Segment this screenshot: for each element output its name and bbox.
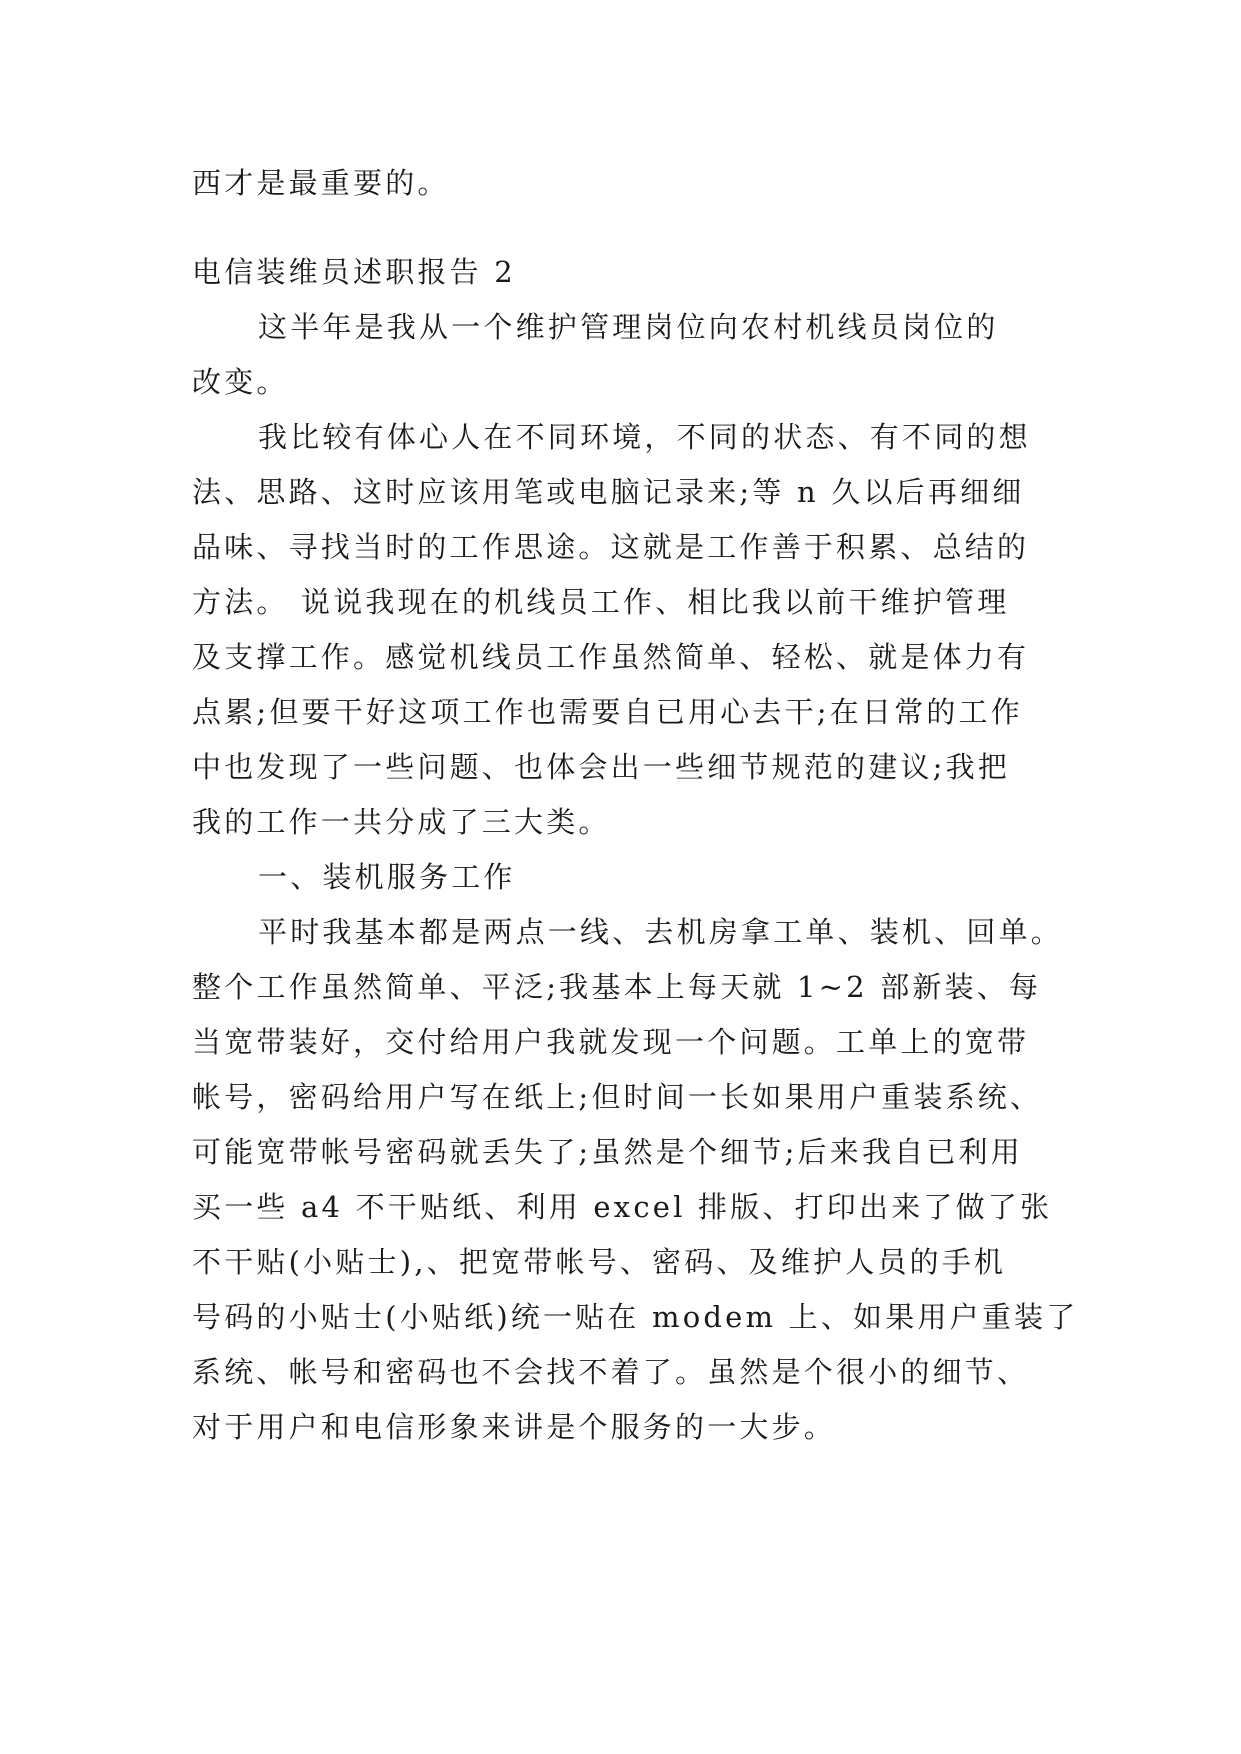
text-line: 可能宽带帐号密码就丢失了;虽然是个细节;后来我自已利用 [192,1135,1023,1169]
text-line: 及支撑工作。感觉机线员工作虽然简单、轻松、就是体力有 [192,640,1030,674]
text-line: 我比较有体心人在不同环境，不同的状态、有不同的想 [258,420,1031,454]
text-line: 对于用户和电信形象来讲是个服务的一大步。 [192,1410,837,1444]
text-line: 法、思路、这时应该用笔或电脑记录来;等 n 久以后再细细 [192,475,1025,509]
text-line: 改变。 [192,365,289,399]
text-line: 整个工作虽然简单、平泛;我基本上每天就 1~2 部新装、每 [192,970,1042,1004]
text-line: 系统、帐号和密码也不会找不着了。虽然是个很小的细节、 [192,1355,1030,1389]
text-line: 不干贴(小贴士),、把宽带帐号、密码、及维护人员的手机 [192,1245,1007,1279]
text-line: 帐号，密码给用户写在纸上;但时间一长如果用户重装系统、 [192,1080,1043,1114]
text-line: 当宽带装好，交付给用户我就发现一个问题。工单上的宽带 [192,1025,1030,1059]
text-line: 中也发现了一些问题、也体会出一些细节规范的建议;我把 [192,750,1010,784]
subsection-heading: 一、装机服务工作 [258,860,516,894]
text-line: 点累;但要干好这项工作也需要自已用心去干;在日常的工作 [192,695,1023,729]
text-line: 方法。 说说我现在的机线员工作、相比我以前干维护管理 [192,585,1010,619]
text-line: 我的工作一共分成了三大类。 [192,805,611,839]
section-heading: 电信装维员述职报告 2 [192,255,516,289]
text-line: 品味、寻找当时的工作思途。这就是工作善于积累、总结的 [192,530,1030,564]
text-line: 买一些 a4 不干贴纸、利用 excel 排版、打印出来了做了张 [192,1190,1053,1224]
text-line: 这半年是我从一个维护管理岗位向农村机线员岗位的 [258,310,999,344]
text-line: 平时我基本都是两点一线、去机房拿工单、装机、回单。 [258,915,1064,949]
text-line: 号码的小贴士(小贴纸)统一贴在 modem 上、如果用户重装了 [192,1300,1079,1334]
text-line: 西才是最重要的。 [192,166,450,200]
